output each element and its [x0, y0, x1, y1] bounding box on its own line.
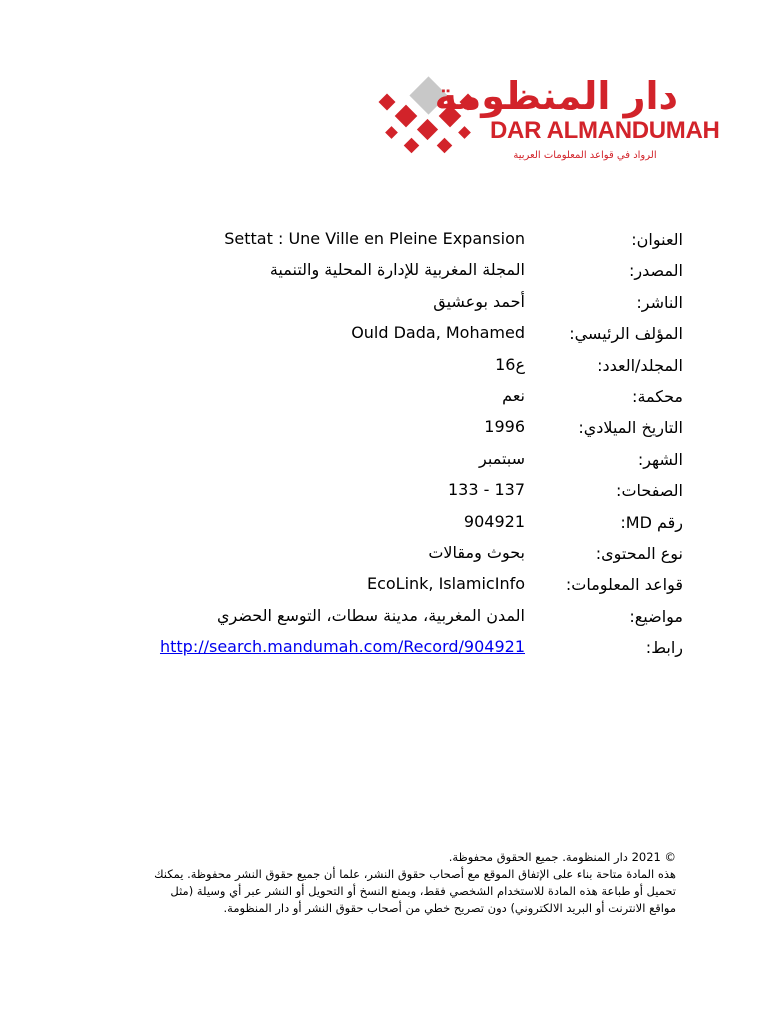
license-line-2: تحميل أو طباعة هذه المادة للاستخدام الشخصي فقط، ويمنع النسخ أو التحويل أو النشر عبر أي وسيلة (مثل [170, 884, 676, 898]
pages-value: 133 - 137 [447, 480, 525, 500]
publisher-label: الناشر: [636, 292, 683, 312]
year-label: التاريخ الميلادي: [578, 418, 683, 438]
volume-label: المجلد/العدد: [597, 355, 683, 375]
metadata-row-peer-reviewed [150, 381, 690, 412]
license-line-1: هذه المادة متاحة بناء على الإتفاق الموقع مع أصحاب حقوق النشر، علما أن جميع حقوق النشر محفوظة. يمكنك [154, 867, 676, 881]
title-label: العنوان: [631, 230, 683, 249]
year-value: 1996 [484, 417, 525, 437]
month-label: الشهر: [637, 449, 683, 469]
title-value: Settat : Une Ville en Pleine Expansion [224, 229, 525, 248]
subjects-label: مواضيع: [629, 606, 683, 626]
metadata-row-source [150, 255, 690, 286]
peer-reviewed-label: محكمة: [632, 386, 683, 406]
license-line-3: مواقع الانترنت أو البريد الالكتروني) دون تصريح خطي من أصحاب حقوق النشر أو دار المنظومة. [223, 901, 676, 915]
publisher-value: أحمد بوعشيق [433, 291, 525, 311]
metadata-row-subjects [150, 601, 690, 632]
month-value: سبتمبر [479, 448, 525, 468]
pages-label: الصفحات: [616, 481, 683, 501]
copyright-notice [66, 849, 676, 917]
metadata-row-md-number [150, 507, 690, 538]
link-label: رابط: [645, 638, 683, 658]
peer-reviewed-value: نعم [502, 385, 525, 405]
volume-value: ع16 [495, 354, 525, 374]
metadata-row-databases [150, 569, 690, 600]
databases-value: EcoLink, IslamicInfo [366, 574, 525, 594]
link-value [160, 636, 525, 658]
record-link[interactable]: http://search.mandumah.com/Record/904921 [159, 637, 525, 657]
publisher-logo [372, 74, 720, 170]
record-metadata [150, 224, 690, 663]
logo-english-name: DAR ALMANDUMAH [490, 117, 720, 144]
md-number-value: 904921 [463, 511, 525, 531]
metadata-row-pages [150, 475, 690, 506]
metadata-row-author [150, 318, 690, 349]
metadata-row-link [150, 632, 690, 663]
metadata-row-month [150, 444, 690, 475]
copyright-line: © 2021 دار المنظومة. جميع الحقوق محفوظة. [448, 850, 676, 864]
source-value: المجلة المغربية للإدارة المحلية والتنمية [269, 260, 525, 280]
source-label: المصدر: [629, 261, 683, 281]
metadata-row-year [150, 412, 690, 443]
subjects-value: المدن المغربية، مدينة سطات، التوسع الحضري [217, 605, 525, 625]
metadata-row-title [150, 224, 690, 255]
author-label: المؤلف الرئيسي: [569, 324, 683, 344]
metadata-row-publisher [150, 287, 690, 318]
content-type-value: بحوث ومقالات [428, 542, 525, 562]
metadata-row-volume [150, 350, 690, 381]
content-type-label: نوع المحتوى: [595, 543, 683, 563]
logo-tagline: الرواد في قواعد المعلومات العربية [513, 150, 657, 161]
md-number-label: رقم MD: [620, 512, 683, 532]
databases-label: قواعد المعلومات: [565, 575, 683, 595]
metadata-row-content-type [150, 538, 690, 569]
logo-arabic-name: دار المنظومة [434, 74, 678, 118]
author-value: Ould Dada, Mohamed [351, 323, 525, 343]
